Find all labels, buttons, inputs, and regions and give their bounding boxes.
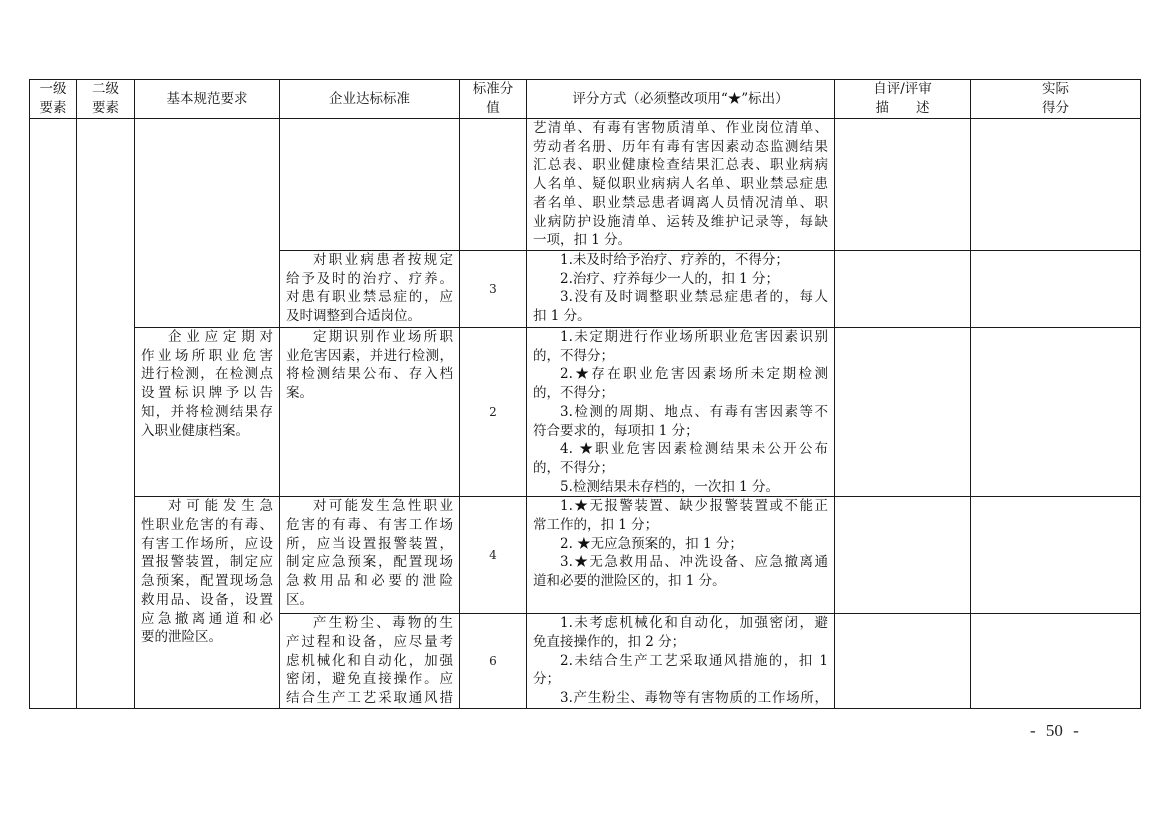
scoring-text-line: 的，不得分； <box>533 459 614 476</box>
requirement-text-line: 对可能发生急 <box>168 498 273 515</box>
header-label-line: 标准分 <box>472 81 514 98</box>
header-label-line: 描 述 <box>875 100 930 116</box>
standard-text-line: 结合生产工艺采取通风措 <box>286 690 453 707</box>
scoring-text-line: 1.未定期进行作业场所职业危害因素识别 <box>560 329 828 345</box>
standard-text-line: 定期识别作业场所职 <box>313 329 453 345</box>
scoring-text-line: 的，不得分； <box>533 385 614 402</box>
scoring-text-line: 者名单、职业禁忌患者调离人员情况清单、职 <box>533 194 828 211</box>
scoring-text-line: 2. ★无应急预案的，扣 1 分； <box>560 535 743 552</box>
standard-text-line: 对可能发生急性职业 <box>313 498 453 515</box>
self-review-cell <box>835 328 971 497</box>
requirement-cell <box>135 119 280 328</box>
requirement-text-line: 入职业健康档案。 <box>141 422 249 439</box>
requirement-cell <box>135 328 280 497</box>
score-cell: 2 <box>460 328 527 497</box>
scoring-item <box>533 553 828 590</box>
header-standard-score <box>460 80 527 119</box>
scoring-item <box>533 535 828 554</box>
scoring-text-line: 扣 1 分。 <box>533 308 591 325</box>
standard-text-line: 案。 <box>286 385 313 402</box>
requirement-text-line: 应急撤离通道和必 <box>141 610 273 627</box>
scoring-text-line: 常工作的，扣 1 分； <box>533 517 659 534</box>
scoring-text-line: 符合要求的，每项扣 1 分； <box>533 422 699 439</box>
level2-element-cell <box>77 119 135 709</box>
actual-score-cell <box>971 497 1141 614</box>
standard-cell <box>280 251 460 328</box>
scoring-text-line: 艺清单、有毒有害物质清单、作业岗位清单、 <box>533 120 828 136</box>
score-cell: 3 <box>460 251 527 328</box>
header-label-line: 要素 <box>92 100 119 116</box>
requirement-text-line: 知，并将检测结果存 <box>141 403 273 420</box>
scoring-text-line: 免直接操作的，扣 2 分； <box>533 634 686 651</box>
scoring-item <box>533 652 828 689</box>
actual-score-cell <box>971 328 1141 497</box>
scoring-text-line: 分； <box>533 671 560 688</box>
score-cell: 6 <box>460 614 527 709</box>
header-label-line: 基本规范要求 <box>166 90 248 107</box>
requirement-text-line: 要的泄险区。 <box>141 629 222 646</box>
standard-text-line: 所，应当设置报警装置， <box>286 535 453 552</box>
score-cell: 4 <box>460 497 527 614</box>
actual-score-cell <box>971 251 1141 328</box>
scoring-text-line: 2.★存在职业危害因素场所未定期检测 <box>560 366 828 383</box>
self-review-cell <box>835 497 971 614</box>
scoring-text-line: 一项，扣 1 分。 <box>533 232 632 249</box>
self-review-cell <box>835 119 971 251</box>
self-review-cell <box>835 614 971 709</box>
scoring-text-line: 3.产生粉尘、毒物等有害物质的工作场所， <box>560 690 828 707</box>
standard-text-line: 将检测结果公布、存入档 <box>286 366 453 383</box>
scoring-item <box>533 328 828 365</box>
scoring-item <box>533 403 828 440</box>
requirement-text-line: 性职业危害的有毒、 <box>141 517 273 534</box>
scoring-cell <box>527 614 835 709</box>
header-label-line: 自评/评审 <box>873 81 932 98</box>
header-actual-score <box>971 80 1141 119</box>
requirement-text-line: 进行检测，在检测点 <box>141 366 273 383</box>
header-scoring-method <box>527 80 835 119</box>
scoring-item <box>533 478 828 497</box>
table-row <box>30 119 1141 251</box>
standard-text-line: 业危害因素，并进行检测， <box>286 347 453 364</box>
scoring-item <box>533 497 828 534</box>
header-basic-requirement <box>135 80 280 119</box>
scoring-item <box>533 251 828 270</box>
scoring-text-line: 5.检测结果未存档的，一次扣 1 分。 <box>560 478 780 495</box>
scoring-text-line: 3.没有及时调整职业禁忌症患者的，每人 <box>560 289 828 306</box>
standard-assessment-table <box>29 79 1141 709</box>
page-number: - 50 - <box>1030 721 1079 740</box>
standard-text-line: 制定应急预案，配置现场 <box>286 554 453 571</box>
standard-text-line: 产生粉尘、毒物的生 <box>313 615 453 632</box>
scoring-text-line: 的，不得分； <box>533 347 614 364</box>
score-cell <box>460 119 527 251</box>
standard-cell <box>280 328 460 497</box>
header-level1-element <box>30 80 77 119</box>
header-label-line: 二级 <box>92 81 119 98</box>
requirement-text-line: 救用品、设备，设置 <box>141 591 273 608</box>
standard-text-line: 及时调整到合适岗位。 <box>286 308 421 325</box>
requirement-text-line: 有害工作场所，应设 <box>141 535 273 552</box>
actual-score-cell <box>971 119 1141 251</box>
header-label-line: 得分 <box>1042 100 1069 116</box>
actual-score-cell <box>971 614 1141 709</box>
header-enterprise-standard <box>280 80 460 119</box>
scoring-cell <box>527 328 835 497</box>
scoring-item <box>533 614 828 651</box>
scoring-text-line: 1.★无报警装置、缺少报警装置或不能正 <box>560 498 828 515</box>
header-label-line: 要素 <box>39 100 67 116</box>
scoring-item <box>533 440 828 477</box>
requirement-cell <box>135 497 280 709</box>
scoring-text-line: 1.未及时给予治疗、疗养的，不得分； <box>560 252 789 268</box>
header-self-review <box>835 80 971 119</box>
standard-cell <box>280 614 460 709</box>
table-row <box>30 328 1141 497</box>
scoring-text-line: 3.★无急救用品、冲洗设备、应急撤离通 <box>560 554 828 571</box>
requirement-text-line: 作业场所职业危害 <box>141 347 273 364</box>
scoring-item <box>533 365 828 402</box>
scoring-item <box>533 288 828 325</box>
scoring-cell <box>527 497 835 614</box>
requirement-text-line: 企业应定期对 <box>168 329 273 345</box>
scoring-text-line: 劳动者名册、历年有毒有害因素动态监测结果 <box>533 138 828 155</box>
scoring-text-line: 4. ★职业危害因素检测结果未公开公布 <box>560 441 828 458</box>
header-label-line: 评分方式（必须整改项用“★”标出） <box>572 90 789 107</box>
scoring-text-line: 业病防护设施清单、运转及维护记录等，每缺 <box>533 213 828 230</box>
standard-text-line: 危害的有毒、有害工作场 <box>286 517 453 534</box>
header-label-line: 企业达标标准 <box>329 90 410 107</box>
scoring-cell <box>527 251 835 328</box>
standard-text-line: 对职业病患者按规定 <box>313 252 453 268</box>
scoring-item <box>533 270 828 289</box>
level1-element-cell <box>30 119 77 709</box>
header-row <box>30 80 1141 119</box>
standard-text-line: 产过程和设备，应尽量考 <box>286 634 453 651</box>
table-row <box>30 497 1141 614</box>
scoring-text-line: 1.未考虑机械化和自动化，加强密闭，避 <box>560 615 828 632</box>
requirement-text-line: 急预案，配置现场急 <box>141 573 273 590</box>
scoring-text-line: 3.检测的周期、地点、有毒有害因素等不 <box>560 403 828 420</box>
scoring-text-line: 汇总表、职业健康检查结果汇总表、职业病病 <box>533 157 828 174</box>
scoring-cell <box>527 119 835 251</box>
standard-text-line: 给予及时的治疗、疗养。 <box>286 270 453 287</box>
scoring-text-line: 道和必要的泄险区的，扣 1 分。 <box>533 573 726 590</box>
scoring-text-line: 人名单、疑似职业病病人名单、职业禁忌症患 <box>533 176 828 193</box>
header-label-line: 实际 <box>1042 81 1069 98</box>
standard-cell <box>280 497 460 614</box>
standard-text-line: 对患有职业禁忌症的，应 <box>286 289 453 306</box>
standard-text-line: 急救用品和必要的泄险 <box>286 573 453 590</box>
scoring-text-line: 2.治疗、疗养每少一人的，扣 1 分； <box>560 270 780 287</box>
header-label-line: 一级 <box>39 81 67 98</box>
scoring-item <box>533 119 828 250</box>
header-label-line: 值 <box>486 100 500 116</box>
standard-cell <box>280 119 460 251</box>
self-review-cell <box>835 251 971 328</box>
scoring-item <box>533 689 828 708</box>
standard-text-line: 虑机械化和自动化，加强 <box>286 652 453 669</box>
requirement-text-line: 置报警装置，制定应 <box>141 554 273 571</box>
requirement-text-line: 设置标识牌予以告 <box>141 385 273 402</box>
scoring-text-line: 2.未结合生产工艺采取通风措施的，扣 1 <box>560 652 828 669</box>
standard-text-line: 区。 <box>286 591 313 608</box>
standard-text-line: 密闭，避免直接操作。应 <box>286 671 453 688</box>
header-level2-element <box>77 80 135 119</box>
